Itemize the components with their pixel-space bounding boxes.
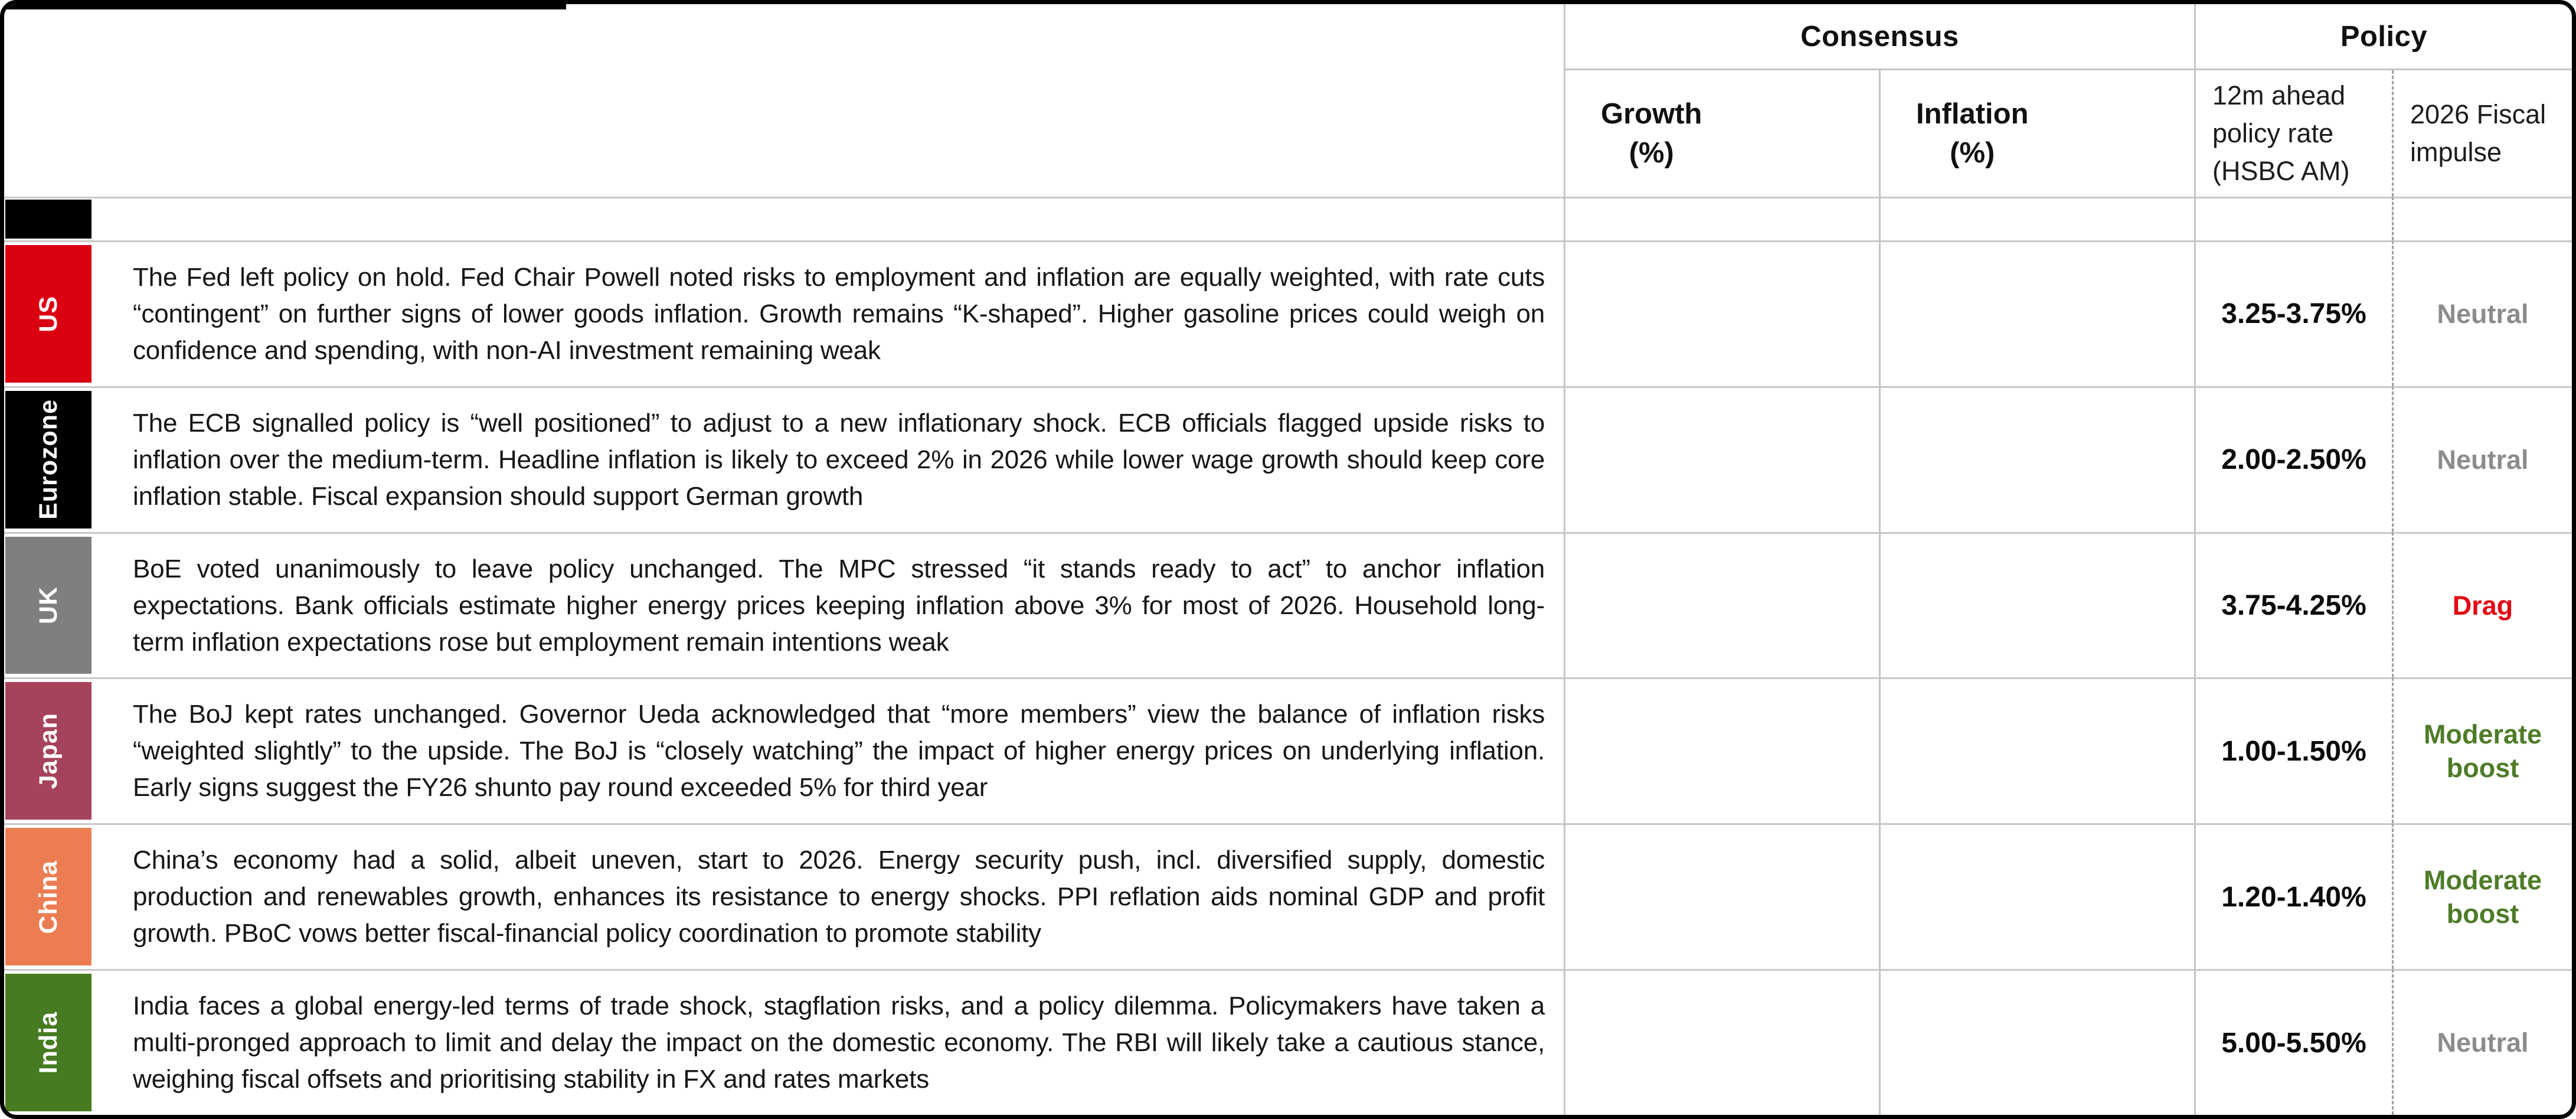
top-border-segment [4, 4, 566, 9]
spacer-row-rate [2194, 197, 2392, 240]
macro-policy-table [4, 4, 2572, 1115]
region-summary: The BoJ kept rates unchanged. Governor Ueda acknowledged that “more members” view the balance of inflation risks “weighted slightly” to the upside. The BoJ is “closely watching” the impact of higher energy prices on underlying inflation. Early signs suggest the FY26 shunto pay round exceeded 5% for third year [133, 700, 1545, 802]
spacer-black-block [5, 200, 91, 239]
policy-rate-value: 2.00-2.50% [2221, 444, 2366, 476]
inflation-cell [1879, 677, 2194, 823]
inflation-cell [1879, 532, 2194, 678]
policy-rate-cell [2194, 532, 2392, 678]
inflation-unit: (%) [1950, 137, 1995, 169]
fiscal-impulse-cell [2392, 677, 2572, 823]
column-header-policy-rate [2194, 70, 2392, 197]
table-row-uk-label [4, 532, 100, 678]
policy-rate-cell [2194, 386, 2392, 532]
policy-rate-value: 5.00-5.50% [2221, 1027, 2366, 1059]
group-header-policy: Policy [2194, 4, 2572, 70]
header-blank-cell [4, 4, 1564, 197]
policy-rate-cell [2194, 969, 2392, 1115]
region-label: US [34, 295, 63, 332]
fiscal-impulse-value: Drag [2452, 590, 2513, 621]
column-header-inflation [1879, 70, 2194, 197]
policy-rate-cell [2194, 240, 2392, 386]
spacer-row-growth [1564, 197, 1879, 240]
table-row-india-label [4, 969, 100, 1115]
region-summary: The Fed left policy on hold. Fed Chair Powell noted risks to employment and inflation are equally weighted, with rate cuts “contingent” on further signs of lower goods inflation. Growth remains “K-shaped”. Higher gasoline prices could weigh on confidence and spending, with non-AI investment remaining weak [133, 262, 1545, 365]
fiscal-impulse-cell [2392, 969, 2572, 1115]
policy-rate-cell [2194, 677, 2392, 823]
column-header-fiscal-impulse [2392, 70, 2572, 197]
region-label-block [5, 537, 91, 674]
policy-rate-cell [2194, 823, 2392, 969]
inflation-cell [1879, 969, 2194, 1115]
region-label-block [5, 391, 91, 528]
table-row-japan-label [4, 677, 100, 823]
growth-label: Growth [1601, 97, 1702, 130]
region-summary: China’s economy had a solid, albeit uneven, start to 2026. Energy security push, incl. diversified supply, domestic production and renewables growth, enhances its resistance to energy shocks. PPI reflation aids nominal GDP and profit growth. PBoC vows better fiscal-financial policy coordination to promote stability [133, 846, 1545, 948]
policy-rate-value: 1.20-1.40% [2221, 881, 2366, 913]
growth-unit: (%) [1629, 137, 1674, 169]
policy-rate-value: 3.25-3.75% [2221, 298, 2366, 330]
fiscal-impulse-cell [2392, 823, 2572, 969]
region-summary-cell [100, 969, 1564, 1115]
fiscal-impulse-value: Moderate boost [2423, 719, 2542, 784]
inflation-cell [1879, 240, 2194, 386]
inflation-label: Inflation [1916, 97, 2029, 130]
region-label-block [5, 828, 91, 965]
region-summary: BoE voted unanimously to leave policy unchanged. The MPC stressed “it stands ready to act” to anchor inflation expectations. Bank officials estimate higher energy prices keeping inflation above 3% for most of 2026. Household long-term inflation expectations rose but employment remain intentions weak [133, 554, 1545, 657]
region-summary: India faces a global energy-led terms of trade shock, stagflation risks, and a policy dilemma. Policymakers have taken a multi-pronged approach to limit and delay the impact on the domestic economy. The RBI will likely take a cautious stance, weighing fiscal offsets and prioritising stability in FX and rates markets [133, 991, 1545, 1094]
region-summary-cell [100, 386, 1564, 532]
spacer-row-text [100, 197, 1564, 240]
region-label-block [5, 682, 91, 820]
region-summary-cell [100, 677, 1564, 823]
table-row-china-label [4, 823, 100, 969]
spacer-row-inflation [1879, 197, 2194, 240]
spacer-row-label [4, 197, 100, 240]
fiscal-impulse-value: Neutral [2437, 444, 2529, 475]
table-row-eurozone-label [4, 386, 100, 532]
region-summary-cell [100, 823, 1564, 969]
region-label: India [34, 1011, 63, 1074]
region-summary-cell [100, 532, 1564, 678]
region-label: Japan [34, 713, 63, 790]
policy-rate-value: 3.75-4.25% [2221, 590, 2366, 622]
region-label-block [5, 974, 91, 1111]
region-summary-cell [100, 240, 1564, 386]
region-label: UK [34, 586, 63, 625]
spacer-row-fiscal [2392, 197, 2572, 240]
fiscal-impulse-value: Neutral [2437, 299, 2529, 329]
inflation-cell [1879, 823, 2194, 969]
table-row-us-label [4, 240, 100, 386]
fiscal-impulse-cell [2392, 386, 2572, 532]
growth-cell [1564, 823, 1879, 969]
region-label: Eurozone [34, 399, 63, 520]
inflation-cell [1879, 386, 2194, 532]
fiscal-impulse-value: Moderate boost [2423, 864, 2542, 929]
fiscal-impulse-value: Neutral [2437, 1027, 2529, 1058]
growth-cell [1564, 969, 1879, 1115]
region-summary: The ECB signalled policy is “well positioned” to adjust to a new inflationary shock. ECB officials flagged upside risks to inflation over the medium-term. Headline inflation is likely to exceed 2% in 2026 while lower wage growth should keep core inflation stable. Fiscal expansion should support German growth [133, 408, 1545, 511]
growth-cell [1564, 532, 1879, 678]
fiscal-impulse-cell [2392, 240, 2572, 386]
fiscal-impulse-cell [2392, 532, 2572, 678]
column-header-growth [1564, 70, 1879, 197]
group-header-consensus: Consensus [1564, 4, 2194, 70]
region-label-block [5, 245, 91, 383]
policy-rate-header-text: 12m ahead policy rate (HSBC AM) [2212, 80, 2350, 186]
policy-rate-value: 1.00-1.50% [2221, 735, 2366, 767]
growth-cell [1564, 240, 1879, 386]
fiscal-header-text: 2026 Fiscal impulse [2410, 99, 2546, 167]
region-label: China [34, 860, 63, 934]
growth-cell [1564, 386, 1879, 532]
growth-cell [1564, 677, 1879, 823]
